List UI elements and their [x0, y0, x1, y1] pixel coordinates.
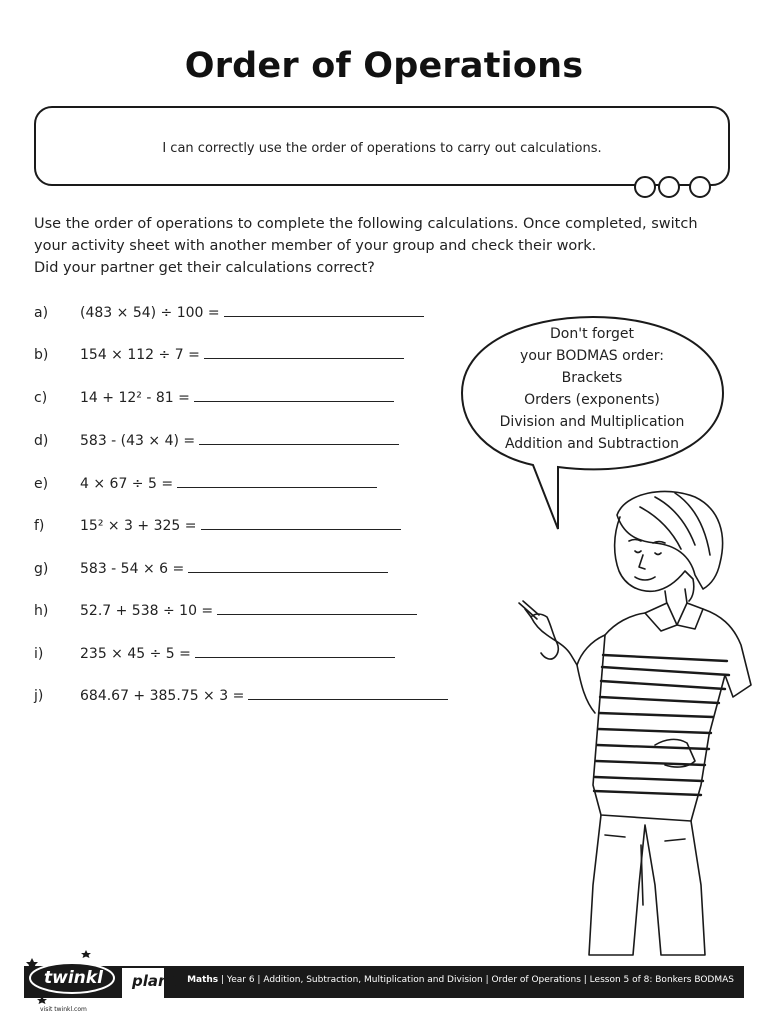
bubble-line-2: your BODMAS order: — [520, 348, 664, 364]
question-letter: f) — [34, 518, 45, 534]
question-expression: 14 + 12² - 81 = — [80, 390, 190, 406]
question-d — [34, 430, 399, 449]
twinkl-logo — [26, 948, 181, 1010]
footer-subject: Maths — [187, 975, 219, 985]
question-letter: j) — [34, 688, 44, 704]
answer-line-i[interactable] — [195, 643, 395, 658]
visit-twinkl-text: visit twinkl.com — [40, 1006, 87, 1013]
question-letter: h) — [34, 603, 49, 619]
bubble-line-4: Orders (exponents) — [524, 392, 660, 408]
question-e — [34, 473, 377, 492]
question-letter: g) — [34, 561, 49, 577]
progress-circle-1 — [634, 176, 656, 198]
bubble-line-5: Division and Multiplication — [499, 414, 685, 430]
question-i — [34, 643, 395, 662]
question-h — [34, 600, 417, 619]
footer-details: | Year 6 | Addition, Subtraction, Multiplication and Division | Order of Operations | Lesson 5 of 8: Bonkers BODMAS — [218, 975, 734, 985]
answer-line-h[interactable] — [217, 600, 417, 615]
answer-line-a[interactable] — [224, 302, 424, 317]
question-f — [34, 515, 401, 534]
instructions-line-3: Did your partner get their calculations correct? — [34, 260, 375, 276]
question-letter: e) — [34, 476, 49, 492]
answer-line-e[interactable] — [177, 473, 377, 488]
question-expression: 52.7 + 538 ÷ 10 = — [80, 603, 214, 619]
instructions-line-2: your activity sheet with another member of your group and check their work. — [34, 238, 597, 254]
learning-objective-box — [34, 106, 730, 186]
question-expression: 15² × 3 + 325 = — [80, 518, 197, 534]
question-letter: a) — [34, 305, 49, 321]
question-letter: c) — [34, 390, 48, 406]
answer-line-b[interactable] — [204, 344, 404, 359]
question-expression: 4 × 67 ÷ 5 = — [80, 476, 174, 492]
question-a — [34, 302, 424, 321]
question-letter: b) — [34, 347, 49, 363]
answer-line-c[interactable] — [194, 387, 394, 402]
answer-line-j[interactable] — [248, 685, 448, 700]
bubble-line-6: Addition and Subtraction — [504, 436, 680, 452]
progress-circle-3 — [689, 176, 711, 198]
question-letter: d) — [34, 433, 49, 449]
progress-circle-2 — [658, 176, 680, 198]
question-letter: i) — [34, 646, 44, 662]
twinkl-logo-text: twinkl — [44, 968, 103, 988]
question-expression: 583 - 54 × 6 = — [80, 561, 185, 577]
learning-objective-text: I can correctly use the order of operations to carry out calculations. — [162, 141, 602, 156]
question-expression: 154 × 112 ÷ 7 = — [80, 347, 200, 363]
answer-line-d[interactable] — [199, 430, 399, 445]
question-expression: 684.67 + 385.75 × 3 = — [80, 688, 245, 704]
question-b — [34, 344, 404, 363]
question-expression: (483 × 54) ÷ 100 = — [80, 305, 220, 321]
speech-bubble-text — [470, 323, 714, 455]
page-title: Order of Operations — [184, 46, 584, 86]
bubble-line-1: Don't forget — [550, 326, 634, 342]
bubble-line-3: Brackets — [561, 370, 623, 386]
question-expression: 583 - (43 × 4) = — [80, 433, 196, 449]
question-g — [34, 558, 388, 577]
answer-line-f[interactable] — [201, 515, 401, 530]
instructions — [34, 213, 734, 279]
footer-text — [187, 975, 734, 985]
planit-logo-text: planit — [132, 972, 181, 990]
question-expression: 235 × 45 ÷ 5 = — [80, 646, 191, 662]
answer-line-g[interactable] — [188, 558, 388, 573]
question-c — [34, 387, 394, 406]
boy-illustration — [505, 485, 755, 965]
question-j — [34, 685, 448, 704]
instructions-line-1: Use the order of operations to complete the following calculations. Once completed, switch — [34, 216, 698, 232]
